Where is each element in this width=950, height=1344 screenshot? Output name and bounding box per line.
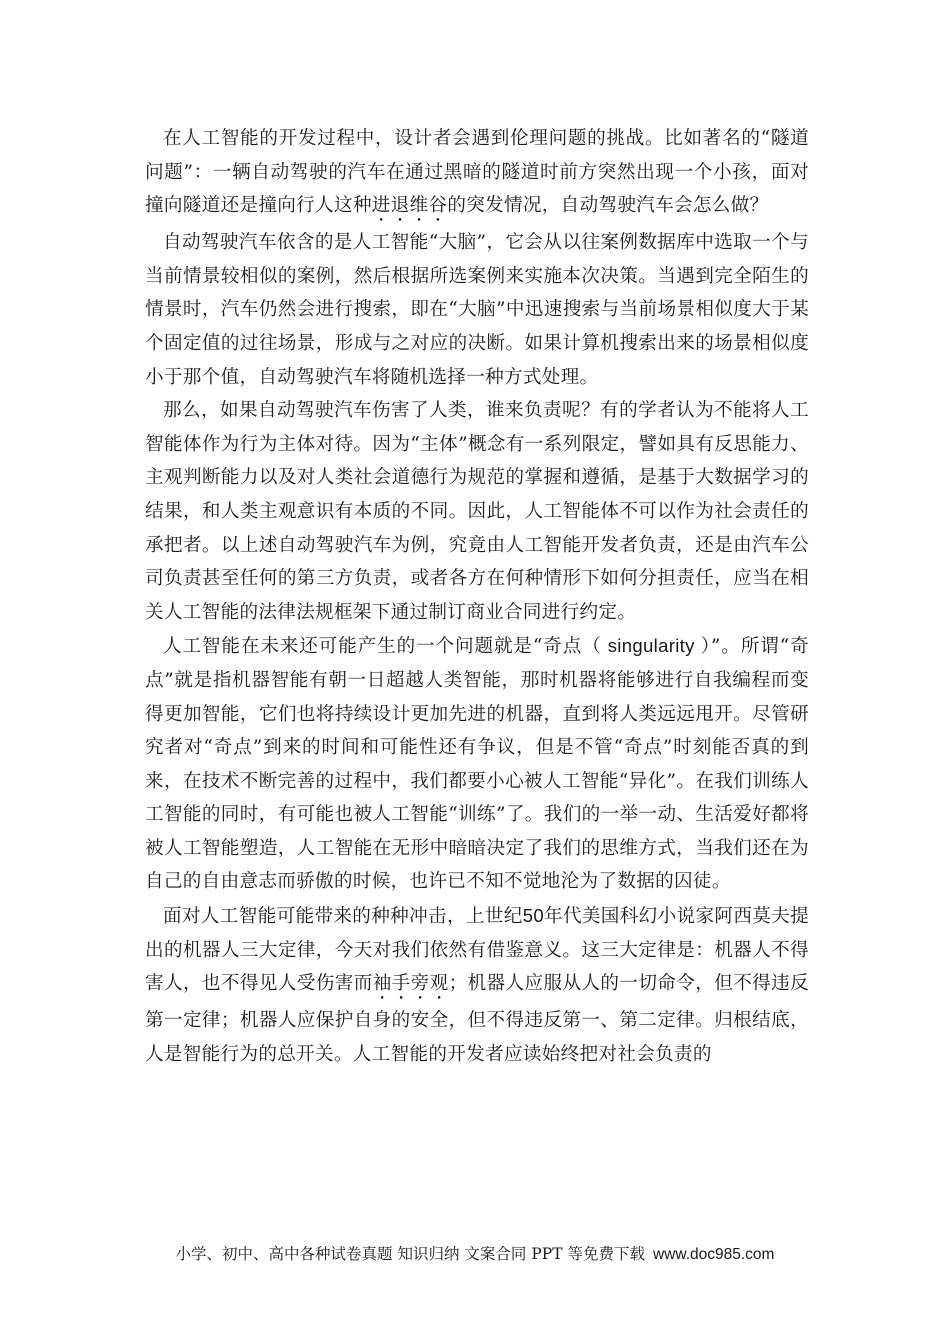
- emphasized-phrase: 进退维谷: [371, 195, 448, 217]
- footer-text: 小学、初中、高中各种试卷真题 知识归纳 文案合同 PPT 等免费下载: [175, 1245, 645, 1263]
- latin-number: 50: [522, 905, 544, 927]
- text-segment: 的突发情况，自动驾驶汽车会怎么做？: [447, 195, 769, 217]
- text-segment: 人工智能在未来还可能产生的一个问题就是“奇点（: [163, 636, 602, 658]
- text-segment: 那么，如果自动驾驶汽车伤害了人类，谁来负责呢？有的学者认为不能将人工智能体作为行为主体对待。因为“主体”概念有一系列限定，譬如具有反思能力、主观判断能力以及对人类社会道德行为规范的掌握和遵循，是基于大数据学习的结果，和人类主观意识有本质的不同。因此，人工智能体不可以作为社会责任的承把者。以上述自动驾驶汽车为例，究竟由人工智能开发者负责，还是由汽车公司负责甚至任何的第三方负责，或者各方在何种情形下如何分担责任，应当在相关人工智能的法律法规框架下通过制订商业合同进行约定。: [145, 400, 809, 623]
- text-segment: 自动驾驶汽车依含的是人工智能“大脑”，它会从以往案例数据库中选取一个与当前情景较相似的案例，然后根据所选案例来实施本次决策。当遇到完全陌生的情景时，汽车仍然会进行搜索，即在“大脑”中迅速搜索与当前场景相似度大于某个固定值的过往场景，形成与之对应的决断。如果计算机搜索出来的场景相似度小于那个值，自动驾驶汽车将随机选择一种方式处理。: [145, 232, 809, 388]
- text-segment: 面对人工智能可能带来的种种冲击，上世纪: [163, 906, 523, 928]
- text-segment: ；机器人应服从人的一切命令，但不得违反第一定律；机器人应保护自身的安全，但不得违反第一、第二定律。归根结底，人是智能行为的总开关。人工智能的开发者应读始终把对社会负责的: [145, 973, 810, 1065]
- paragraph-5: [145, 899, 809, 1071]
- page-footer: [0, 1243, 950, 1266]
- paragraph-4: [145, 629, 809, 899]
- paragraph-1: [145, 122, 809, 226]
- text-segment: 在人工智能的开发过程中，设计者会遇到伦理问题的挑战。比如著名的“隧道问题”：一辆自动驾驶的汽车在通过黑暗的隧道时前方突然出现一个小孩，面对撞向隧道还是撞向行人这种: [145, 128, 809, 217]
- latin-term: singularity: [601, 635, 701, 657]
- footer-url[interactable]: www.doc985.com: [652, 1246, 775, 1263]
- paragraph-3: [145, 394, 809, 629]
- emphasized-phrase: 袖手旁观: [372, 973, 449, 995]
- article-body: [145, 122, 809, 1071]
- text-segment: ）”。所谓“奇点”就是指机器智能有朝一日超越人类智能，那时机器将能够进行自我编程而变得更加智能，它们也将持续设计更加先进的机器，直到将人类远远甩开。尽管研究者对“奇点”到来的时间和可能性还有争议，但是不管“奇点”时刻能否真的到来，在技术不断完善的过程中，我们都要小心被人工智能“异化”。在我们训练人工智能的同时，有可能也被人工智能“训练”了。我们的一举一动、生活爱好都将被人工智能塑造，人工智能在无形中暗暗决定了我们的思维方式，当我们还在为自己的自由意志而骄傲的时候，也许已不知不觉地沦为了数据的囚徒。: [145, 636, 809, 893]
- text-segment: 年代美国科幻小说家阿西莫夫提出的机器人三大定律，今天对我们依然有借鉴意义。这三大定律是：机器人不得害人，也不得见人受伤害而: [145, 906, 810, 995]
- paragraph-2: [145, 226, 809, 394]
